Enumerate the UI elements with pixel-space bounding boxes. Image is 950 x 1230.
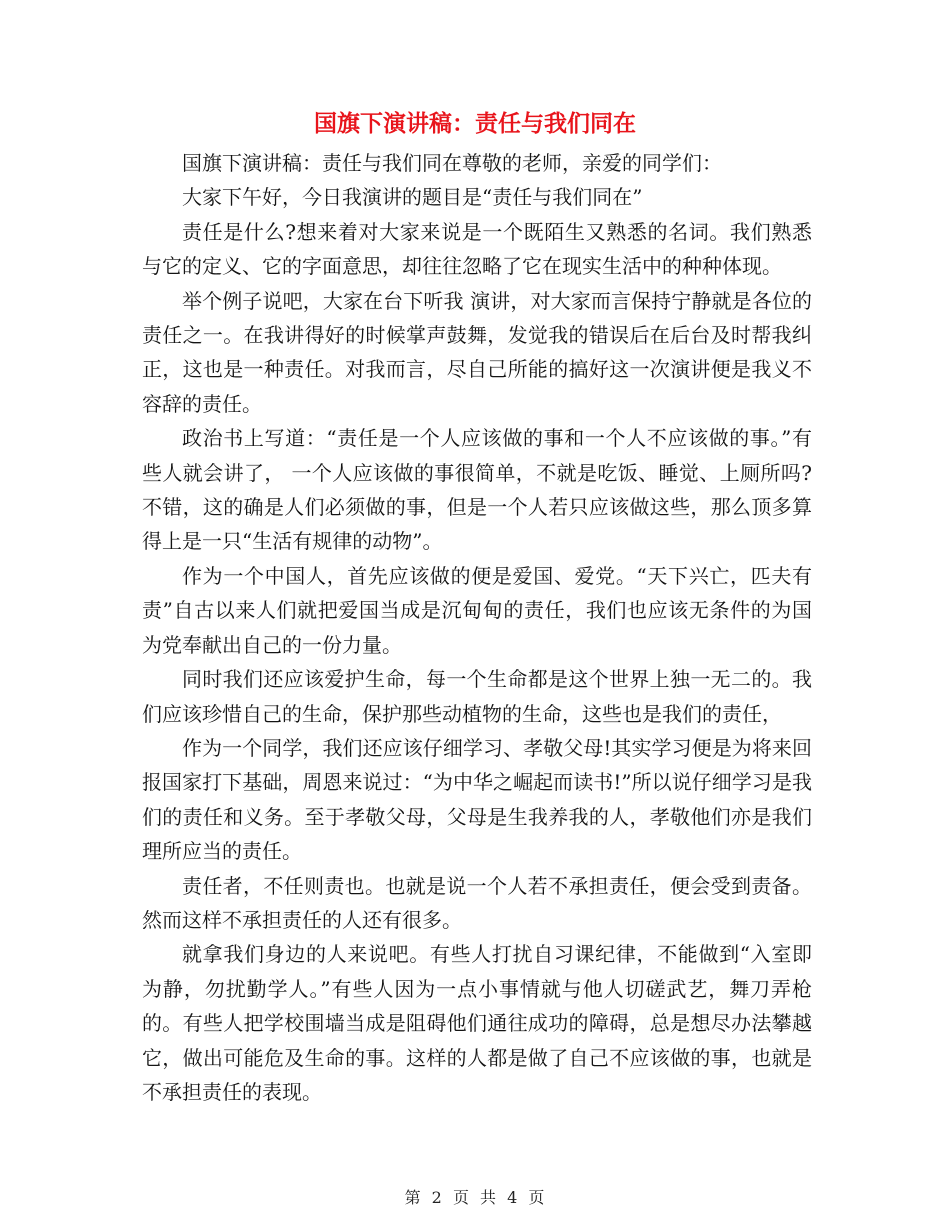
document-body (142, 146, 812, 1109)
paragraph-example: 举个例子说吧，大家在台下听我 演讲，对大家而言保持宁静就是各位的责任之一。在我讲得好的时候掌声鼓舞，发觉我的错误后在后台及时帮我纠正，这也是一种责任。对我而言，尽自己所能的搞好这一次演讲便是我义不容辞的责任。 (142, 288, 812, 416)
paragraph-what-is-responsibility: 责任是什么?想来着对大家来说是一个既陌生又熟悉的名词。我们熟悉与它的定义、它的字面意思，却往往忽略了它在现实生活中的种种体现。 (142, 219, 812, 279)
paragraph-salutation: 国旗下演讲稿：责任与我们同在尊敬的老师，亲爱的同学们： (182, 151, 722, 175)
paragraph-cherish-life: 同时我们还应该爱护生命，每一个生命都是这个世界上独一无二的。我们应该珍惜自己的生命，保护那些动植物的生命，这些也是我们的责任， (142, 667, 812, 726)
paragraph-patriotism: 作为一个中国人，首先应该做的便是爱国、爱党。“天下兴亡，匹夫有责”自古以来人们就把爱国当成是沉甸甸的责任，我们也应该无条件的为国为党奉献出自己的一份力量。 (142, 563, 812, 657)
paragraph-politics-book: 政治书上写道：“责任是一个人应该做的事和一个人不应该做的事。”有些人就会讲了， 一个人应该做的事很简单，不就是吃饭、睡觉、上厕所吗?不错，这的确是人们必须做的事，但是一个人若只应该做这些，那么顶多算得上是一只“生活有规律的动物”。 (142, 426, 812, 554)
document-title: 国旗下演讲稿：责任与我们同在 (314, 111, 636, 137)
paragraph-blame: 责任者，不任则责也。也就是说一个人若不承担责任，便会受到责备。然而这样不承担责任的人还有很多。 (142, 873, 812, 932)
paragraph-study-and-filial: 作为一个同学，我们还应该仔细学习、孝敬父母!其实学习便是为将来回报国家打下基础，周恩来说过：“为中华之崛起而读书!”所以说仔细学习是我们的责任和义务。至于孝敬父母，父母是生我养我的人，孝敬他们亦是我们理所应当的责任。 (142, 735, 812, 864)
paragraph-greeting: 大家下午好，今日我演讲的题目是“责任与我们同在” (182, 185, 643, 210)
page-number-footer: 第 2 页 共 4 页 (404, 1188, 546, 1207)
paragraph-examples-irresponsible: 就拿我们身边的人来说吧。有些人打扰自习课纪律，不能做到“入室即为静，勿扰勤学人。”有些人因为一点小事情就与他人切磋武艺，舞刀弄枪的。有些人把学校围墙当成是阻碍他们通往成功的障碍，总是想尽办法攀越它，做出可能危及生命的事。这样的人都是做了自己不应该做的事，也就是不承担责任的表现。 (142, 942, 812, 1104)
